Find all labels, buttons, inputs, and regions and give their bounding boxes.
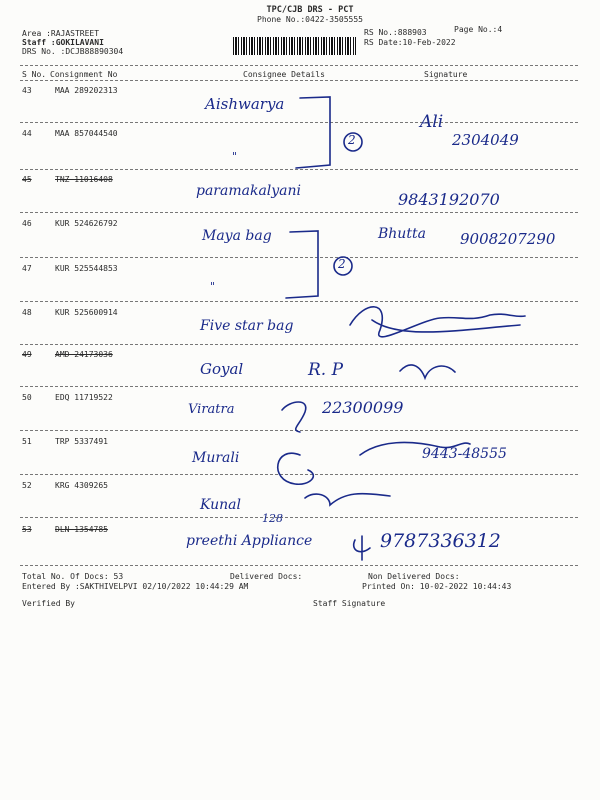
row-number: 47 [22,264,32,273]
ditto-mark: " [210,280,216,293]
consignee-name-handwritten: Kunal [200,497,242,513]
signature-scribble [282,402,306,432]
bracket-stroke [296,97,330,168]
delivery-count-handwritten: 2 [338,257,346,271]
consignee-name-handwritten: paramakalyani [196,183,302,199]
delivered-docs: Delivered Docs: [230,572,303,581]
receiver-signature-handwritten: Ali [420,112,444,132]
consignee-name-handwritten: Maya bag [202,228,272,244]
staff-signature-label: Staff Signature [313,599,386,608]
signature-scribble [354,536,370,560]
row-number: 43 [22,86,32,95]
consignment-number: MAA 857044540 [55,129,118,138]
consignment-number: KUR 524626792 [55,219,118,228]
row-number: 53 [22,525,32,534]
col-sno: S No. [22,70,47,79]
signature-scribble [400,365,455,378]
page-number: Page No.:4 [454,25,503,34]
handwritten-number: 128 [262,512,283,525]
consignment-number: AMD 24173036 [55,350,113,359]
ditto-mark: " [232,150,238,163]
sheet-title: TPC/CJB DRS - PCT [266,5,354,15]
consignment-number: EDQ 11719522 [55,393,113,402]
consignment-number: KRG 4309265 [55,481,108,490]
consignee-name-handwritten: Viratra [188,402,235,417]
consignee-name-handwritten: preethi Appliance [186,533,313,549]
col-consignment: Consignment No [50,70,118,79]
consignment-number: MAA 289202313 [55,86,118,95]
rs-date: RS Date:10-Feb-2022 [364,38,456,47]
consignee-name-handwritten: Goyal [200,360,244,378]
receiver-phone-handwritten: 9008207290 [460,230,556,248]
col-consignee: Consignee Details [243,70,325,79]
printed-on: Printed On: 10-02-2022 10:44:43 [362,582,512,591]
row-number: 44 [22,129,32,138]
consignment-number: TRP 5337491 [55,437,108,446]
receiver-phone-handwritten: 9787336312 [380,530,501,552]
row-number: 45 [22,175,32,184]
phone-number: Phone No.:0422-3505555 [257,15,363,24]
consignment-number: KUR 525600914 [55,308,118,317]
receiver-phone-handwritten: 2304049 [452,131,519,149]
signature-scribble [372,320,520,332]
staff-label: Staff :GOKILAVANI [22,38,104,47]
drs-number: DRS No. :DCJB88890304 [22,47,124,56]
consignee-name-handwritten: Aishwarya [205,95,285,113]
consignee-name-handwritten: Murali [192,450,240,466]
verified-by: Verified By [22,599,75,608]
receiver-signature-handwritten: R. P [308,360,344,380]
rs-number: RS No.:888903 [364,28,427,37]
signature-scribble [278,453,314,484]
receiver-signature-handwritten: Bhutta [378,226,426,242]
row-number: 50 [22,393,32,402]
row-number: 49 [22,350,32,359]
area-label: Area :RAJASTREET [22,29,100,38]
consignment-number: TNZ 11016408 [55,175,113,184]
col-signature: Signature [424,70,468,79]
receiver-phone-handwritten: 9443-48555 [422,446,507,462]
total-docs: Total No. Of Docs: 53 [22,572,124,581]
entered-by: Entered By :SAKTHIVELPVI 02/10/2022 10:44:29 AM [22,582,249,591]
consignment-number: DLN 1354785 [55,525,108,534]
row-number: 51 [22,437,32,446]
receiver-phone-handwritten: 9843192070 [398,190,500,209]
signature-scribble [305,494,390,505]
non-delivered-docs: Non Delivered Docs: [368,572,460,581]
row-number: 52 [22,481,32,490]
consignment-number: KUR 525544853 [55,264,118,273]
row-number: 48 [22,308,32,317]
bracket-stroke [286,231,318,298]
delivery-count-handwritten: 2 [348,133,356,147]
row-number: 46 [22,219,32,228]
receiver-phone-handwritten: 22300099 [322,398,404,417]
consignee-name-handwritten: Five star bag [200,318,294,334]
